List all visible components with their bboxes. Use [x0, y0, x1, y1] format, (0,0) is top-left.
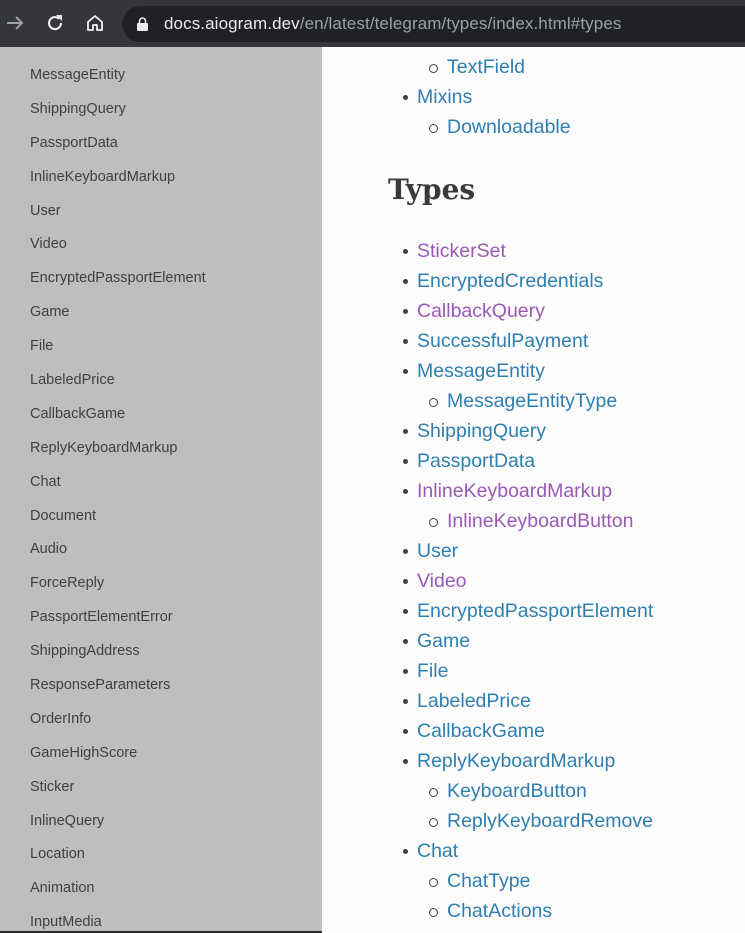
sidebar-item-reply-keyboard-markup[interactable]: ReplyKeyboardMarkup [30, 439, 178, 456]
list-item [417, 446, 653, 476]
section-heading-types: Types [388, 173, 476, 206]
sidebar-item-shipping-query[interactable]: ShippingQuery [30, 100, 126, 117]
link-message-entity-type[interactable]: MessageEntityType [447, 390, 618, 412]
list-item [417, 536, 653, 566]
list-item [417, 296, 653, 326]
sidebar-item-order-info[interactable]: OrderInfo [30, 710, 92, 727]
list-item [417, 596, 653, 626]
address-bar[interactable] [122, 6, 745, 42]
sidebar-item-passport-element-error[interactable]: PassportElementError [30, 609, 173, 626]
arrow-back-icon [5, 13, 25, 33]
link-reply-keyboard-remove[interactable]: ReplyKeyboardRemove [447, 810, 653, 832]
types-list [417, 236, 653, 926]
sidebar-item-document[interactable]: Document [30, 507, 97, 524]
sidebar-item-input-media[interactable]: InputMedia [30, 914, 102, 931]
sidebar-item-callback-game[interactable]: CallbackGame [30, 405, 126, 422]
list-item [417, 82, 571, 112]
sidebar-item-game-high-score[interactable]: GameHighScore [30, 744, 138, 761]
url-text [164, 14, 622, 34]
link-chat-actions[interactable]: ChatActions [447, 900, 553, 922]
list-item [417, 656, 653, 686]
link-user[interactable]: User [417, 540, 459, 562]
link-chat[interactable]: Chat [417, 840, 459, 862]
list-item [417, 626, 653, 656]
list-item [417, 52, 571, 82]
main-content [322, 47, 745, 933]
list-item [417, 836, 653, 866]
list-item [417, 266, 653, 296]
reload-icon [45, 13, 65, 33]
link-message-entity[interactable]: MessageEntity [417, 360, 545, 382]
reload-button[interactable] [40, 8, 70, 38]
sidebar-item-animation[interactable]: Animation [30, 880, 95, 897]
link-inline-keyboard-markup[interactable]: InlineKeyboardMarkup [417, 480, 613, 502]
link-shipping-query[interactable]: ShippingQuery [417, 420, 546, 442]
home-icon [85, 13, 105, 33]
sidebar-item-inline-query[interactable]: InlineQuery [30, 812, 105, 829]
list-item [417, 506, 653, 536]
sidebar-item-game[interactable]: Game [30, 304, 70, 321]
link-passport-data[interactable]: PassportData [417, 450, 536, 472]
list-item [417, 896, 653, 926]
home-button[interactable] [80, 8, 110, 38]
list-item [417, 236, 653, 266]
url-host: docs.aiogram.dev [164, 14, 300, 33]
link-text-field[interactable]: TextField [447, 56, 526, 78]
sidebar-item-labeled-price[interactable]: LabeledPrice [30, 372, 115, 389]
list-item [417, 776, 653, 806]
lock-icon[interactable] [136, 17, 150, 31]
link-encrypted-passport-element[interactable]: EncryptedPassportElement [417, 600, 654, 622]
sidebar-item-passport-data[interactable]: PassportData [30, 134, 118, 151]
toc-list-top [417, 52, 571, 142]
list-item [417, 416, 653, 446]
sidebar-list [30, 59, 206, 933]
link-encrypted-credentials[interactable]: EncryptedCredentials [417, 270, 604, 292]
list-item [417, 476, 653, 506]
link-video[interactable]: Video [417, 570, 467, 592]
sidebar-item-audio[interactable]: Audio [30, 541, 68, 558]
sidebar-item-user[interactable]: User [30, 202, 61, 219]
link-chat-type[interactable]: ChatType [447, 870, 531, 892]
sidebar-item-message-entity[interactable]: MessageEntity [30, 67, 126, 83]
list-item [417, 356, 653, 386]
list-item [417, 326, 653, 356]
link-labeled-price[interactable]: LabeledPrice [417, 690, 531, 712]
link-file[interactable]: File [417, 660, 449, 682]
sidebar-item-inline-keyboard-markup[interactable]: InlineKeyboardMarkup [30, 168, 176, 185]
browser-toolbar [0, 0, 745, 47]
link-inline-keyboard-button[interactable]: InlineKeyboardButton [447, 510, 634, 532]
link-reply-keyboard-markup[interactable]: ReplyKeyboardMarkup [417, 750, 616, 772]
list-item [417, 566, 653, 596]
list-item [417, 716, 653, 746]
list-item [417, 806, 653, 836]
sidebar-item-chat[interactable]: Chat [30, 473, 61, 490]
sidebar-item-file[interactable]: File [30, 338, 54, 355]
list-item [417, 746, 653, 776]
sidebar-nav [0, 47, 322, 933]
link-downloadable[interactable]: Downloadable [447, 116, 571, 138]
list-item [417, 686, 653, 716]
sidebar-item-shipping-address[interactable]: ShippingAddress [30, 643, 140, 660]
link-callback-game[interactable]: CallbackGame [417, 720, 545, 742]
url-path: /en/latest/telegram/types/index.html#types [299, 14, 622, 33]
back-button[interactable] [0, 8, 30, 38]
link-keyboard-button[interactable]: KeyboardButton [447, 780, 587, 802]
link-mixins[interactable]: Mixins [417, 86, 473, 108]
sidebar-item-sticker[interactable]: Sticker [30, 778, 75, 795]
list-item [417, 866, 653, 896]
sidebar-item-force-reply[interactable]: ForceReply [30, 575, 105, 592]
link-successful-payment[interactable]: SuccessfulPayment [417, 330, 589, 352]
sidebar-item-encrypted-passport-element[interactable]: EncryptedPassportElement [30, 270, 206, 287]
link-sticker-set[interactable]: StickerSet [417, 240, 506, 262]
sidebar-item-video[interactable]: Video [30, 236, 67, 253]
sidebar-item-response-parameters[interactable]: ResponseParameters [30, 677, 171, 694]
link-callback-query[interactable]: CallbackQuery [417, 300, 545, 322]
sidebar-item-location[interactable]: Location [30, 846, 85, 863]
link-game[interactable]: Game [417, 630, 471, 652]
list-item [417, 112, 571, 142]
list-item [417, 386, 653, 416]
